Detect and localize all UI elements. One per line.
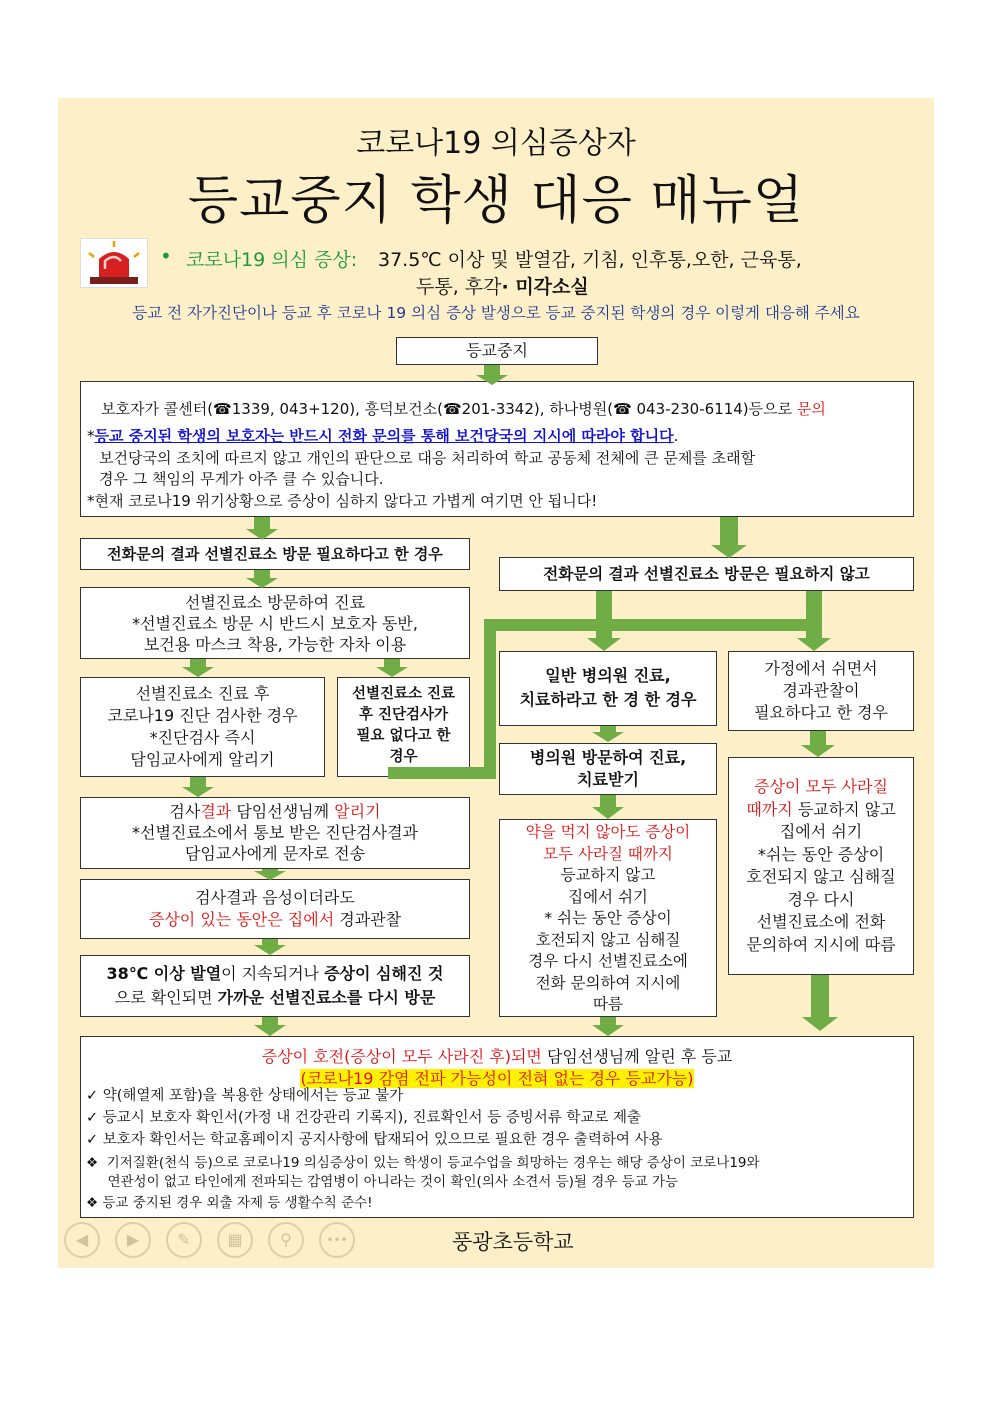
- final-item-1: ✓ 약(해열제 포함)을 복용한 상태에서는 등교 불가: [86, 1088, 404, 1104]
- home-line3: 필요하다고 한 경우: [754, 703, 888, 722]
- symptom-text-2: 두통, 후각: [416, 276, 502, 298]
- fever-line1c: 이 지속되거나: [221, 964, 325, 983]
- symptom-label: 코로나19 의심 증상:: [186, 249, 358, 271]
- rest-line7: 선별진료소에 전화: [756, 912, 886, 931]
- med-line6: 호전되지 않고 심해질: [535, 930, 681, 949]
- visit-line1: 선별진료소 방문하여 진료: [184, 593, 366, 612]
- title-line1: 코로나19 의심증상자: [356, 126, 636, 161]
- home-box: [728, 651, 914, 731]
- prev-icon[interactable]: ◀: [64, 1222, 100, 1258]
- notest-line4: 경우: [389, 749, 418, 765]
- rest-box: [728, 757, 914, 975]
- visit-clinic-box: [80, 587, 470, 659]
- fever-box: [80, 955, 470, 1017]
- negative-line1: 검사결과 음성이더라도: [195, 888, 355, 907]
- final-line2: (코로나19 감염 전파 가능성이 전혀 없는 경우 등교가능): [300, 1069, 694, 1088]
- med-line5: * 쉬는 동안 증상이: [544, 909, 672, 927]
- more-icon[interactable]: •••: [319, 1222, 355, 1258]
- call-line2-emphasis: 등교 중지된 학생의 보호자는 반드시 전화 문의를 통해 보건당국의 지시에 따라야 합니다: [94, 427, 674, 445]
- symptom-bullet: •: [160, 244, 172, 268]
- start-label: 등교중지: [466, 341, 528, 360]
- alarm-siren-icon: [80, 238, 148, 288]
- result-line1a: 검사: [169, 802, 201, 821]
- intro-text: 등교 전 자가진단이나 등교 후 코로나 19 의심 증상 발생으로 등교 중지된 학생의 경우 이렇게 대응해 주세요: [132, 304, 860, 322]
- next-icon[interactable]: ▶: [115, 1222, 151, 1258]
- med-line9: 따름: [593, 995, 623, 1013]
- call-line2-dot: .: [673, 427, 679, 445]
- visit-line3: 보건용 마스크 착용, 가능한 자차 이용: [143, 635, 407, 654]
- tested-line2: 코로나19 진단 검사한 경우: [107, 706, 298, 725]
- negative-box: [80, 879, 470, 939]
- rest-line1: 증상이 모두 사라질: [754, 777, 888, 796]
- need-visit-text: 전화문의 결과 선별진료소 방문 필요하다고 한 경우: [107, 545, 443, 563]
- med-line4: 집에서 쉬기: [568, 887, 648, 906]
- symptom-text-1: 37.5℃ 이상 및 발열감, 기침, 인후통,오한, 근육통,: [378, 249, 802, 271]
- pen-icon[interactable]: ✎: [166, 1222, 202, 1258]
- title-line2: 등교중지 학생 대응 매뉴얼: [187, 171, 805, 231]
- med-line2: 모두 사라질 때까지: [543, 844, 673, 863]
- clinicvisit-line1: 병의원 방문하여 진료,: [529, 748, 687, 767]
- final-line1a: 증상이 호전(증상이 모두 사라진 후)되면: [261, 1047, 542, 1066]
- result-line1b: 결과: [200, 802, 232, 821]
- final-item-5: 연관성이 없고 타인에게 전파되는 감염병이 아니라는 것이 확인(의사 소견서 등)될 경우 등교 가능: [86, 1174, 679, 1190]
- rest-line6: 경우 다시: [787, 889, 855, 909]
- clinic-visit-box: [499, 743, 717, 795]
- notest-line1: 선별진료소 진료: [351, 686, 456, 702]
- call-line5: *현재 코로나19 위기상황으로 증상이 심하지 않다고 가볍게 여기면 안 됩니다!: [87, 492, 598, 510]
- negative-line2b: 경과관찰: [334, 910, 402, 929]
- result-line3: 담임교사에게 문자로 전송: [184, 844, 366, 863]
- symptom-text-2-bold: · 미각소실: [501, 276, 589, 298]
- rest-line4: *쉬는 동안 증상이: [757, 844, 885, 864]
- negative-line2a: 증상이 있는 동안은 집에서: [148, 910, 335, 929]
- fever-line2a: 으로 확인되면: [114, 988, 218, 1007]
- rest-line5: 호전되지 않고 심해질: [746, 867, 896, 886]
- no-need-text: 전화문의 결과 선별진료소 방문은 필요하지 않고: [543, 565, 870, 583]
- final-item-4: ❖ 기저질환(천식 등)으로 코로나19 의심증상이 있는 학생이 등교수업을 희망하는 경우는 해당 증상이 코로나19와: [86, 1155, 760, 1171]
- final-item-6: ❖ 등교 중지된 경우 외출 자제 등 생활수칙 준수!: [86, 1195, 373, 1211]
- tested-line4: 담임교사에게 알리기: [130, 750, 275, 769]
- need-visit-box: [80, 538, 470, 570]
- med-line7: 경우 다시 선별진료소에: [528, 952, 688, 970]
- result-line1d: 알리기: [334, 802, 381, 821]
- final-item-2: ✓ 등교시 보호자 확인서(가정 내 건강관리 기록지), 진료확인서 등 증빙서류 학교로 제출: [86, 1110, 642, 1126]
- call-line1-inquiry: 문의: [796, 400, 826, 418]
- fever-line1a: 38℃: [106, 964, 154, 983]
- result-line2: *선별진료소에서 통보 받은 진단검사결과: [131, 823, 418, 842]
- start-box: [396, 337, 598, 365]
- notest-line2: 후 진단검사가: [358, 707, 449, 723]
- call-line3: 보건당국의 조치에 따르지 않고 개인의 판단으로 대응 처리하여 학교 공동체 전체에 큰 문제를 초래할: [99, 449, 756, 467]
- rest-line2b: 등교하지 않고: [792, 799, 896, 819]
- slides-icon[interactable]: ▦: [217, 1222, 253, 1258]
- tested-line3: *진단검사 즉시: [149, 728, 256, 747]
- home-line1: 가정에서 쉬면서: [764, 659, 878, 678]
- call-line2-star: *: [87, 427, 95, 445]
- final-line1b: 담임선생님께 알린 후 등교: [541, 1047, 733, 1066]
- clinic-line2: 치료하라고 한 경 한 경우: [519, 690, 697, 709]
- rest-line8: 문의하여 지시에 따름: [746, 934, 896, 954]
- final-item-3: ✓ 보호자 확인서는 학교홈페이지 공지사항에 탑재되어 있으므로 필요한 경우 출력하여 사용: [86, 1132, 663, 1148]
- school-name: 풍광초등학교: [452, 1230, 574, 1254]
- rest-line3: 집에서 쉬기: [779, 822, 863, 841]
- med-line1: 약을 먹지 않아도 증상이: [525, 823, 691, 841]
- no-need-box: [499, 557, 914, 591]
- fever-line1d: 증상이 심해진 것: [324, 964, 444, 983]
- result-box: [80, 797, 470, 869]
- call-line4: 경우 그 책임의 무게가 아주 클 수 있습니다.: [99, 470, 384, 488]
- result-line1c: 담임선생님께: [231, 802, 335, 821]
- zoom-icon[interactable]: ⚲: [268, 1222, 304, 1258]
- tested-line1: 선별진료소 진료 후: [135, 684, 270, 703]
- clinicvisit-line2: 치료받기: [577, 770, 639, 789]
- notest-line3: 필요 없다고 한: [356, 728, 451, 744]
- fever-line1b: 이상 발열: [153, 964, 222, 983]
- home-line2: 경과관찰이: [782, 681, 860, 700]
- rest-line2a: 때까지: [746, 799, 793, 819]
- med-line3: 등교하지 않고: [560, 866, 656, 884]
- call-line1: 보호자가 콜센터(☎1339, 043+120), 흥덕보건소(☎201-3342), 하나병원(☎ 043-230-6114)등으로: [101, 400, 797, 418]
- clinic-box: [499, 651, 717, 726]
- no-test-box: [337, 677, 470, 777]
- call-box: [80, 381, 914, 517]
- med-line8: 전화 문의하여 지시에: [535, 973, 681, 992]
- fever-line2b: 가까운 선별진료소를 다시 방문: [217, 988, 436, 1007]
- clinic-line1: 일반 병의원 진료,: [545, 666, 671, 685]
- visit-line2: *선별진료소 방문 시 반드시 보호자 동반,: [132, 614, 418, 633]
- medicine-box: [499, 819, 717, 1017]
- tested-box: [80, 677, 325, 777]
